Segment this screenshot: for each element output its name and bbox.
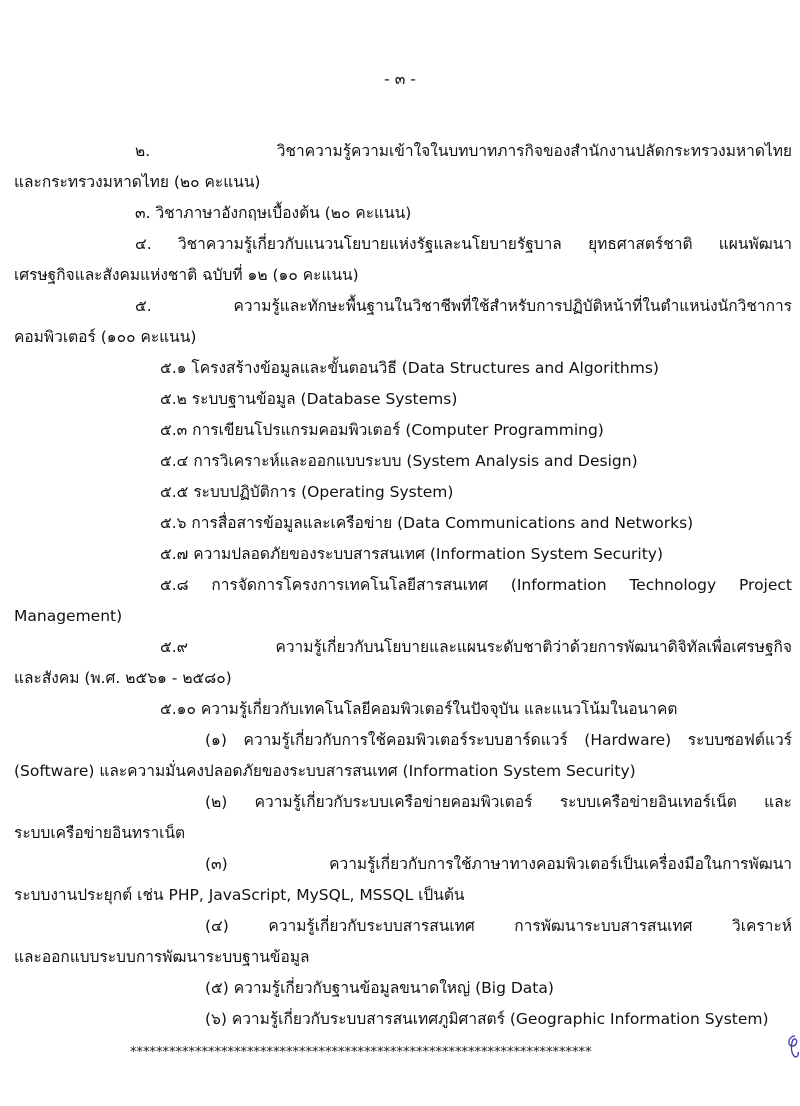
sub-item-1-line-1: (๑) ความรู้เกี่ยวกับการใช้คอมพิวเตอร์ระบบฮาร์ดแวร์ (Hardware) ระบบซอฟต์แวร์: [205, 731, 792, 749]
item-5-9-line-1: ๕.๙ ความรู้เกี่ยวกับนโยบายและแผนระดับชาติว่าด้วยการพัฒนาดิจิทัลเพื่อเศรษฐกิจ: [160, 638, 792, 656]
item-2-line-1: ๒. วิชาความรู้ความเข้าใจในบทบาทภารกิจของสำนักงานปลัดกระทรวงมหาดไทย: [135, 142, 792, 160]
item-5-2: ๕.๒ ระบบฐานข้อมูล (Database Systems): [160, 390, 458, 408]
item-5-8-line-2: Management): [14, 607, 123, 625]
separator-asterisks: ***********************************************************************: [130, 1045, 592, 1060]
item-5-1: ๕.๑ โครงสร้างข้อมูลและขั้นตอนวิธี (Data Structures and Algorithms): [160, 359, 659, 377]
item-2-line-2: และกระทรวงมหาดไทย (๒๐ คะแนน): [14, 173, 261, 191]
page-number: - ๓ -: [384, 70, 416, 88]
sub-item-4-line-2: และออกแบบระบบการพัฒนาระบบฐานข้อมูล: [14, 948, 310, 966]
sub-item-5: (๕) ความรู้เกี่ยวกับฐานข้อมูลขนาดใหญ่ (Big Data): [205, 979, 554, 997]
item-4-line-1: ๔. วิชาความรู้เกี่ยวกับแนวนโยบายแห่งรัฐและนโยบายรัฐบาล ยุทธศาสตร์ชาติ แผนพัฒนา: [135, 235, 792, 253]
sub-item-1-line-2: (Software) และความมั่นคงปลอดภัยของระบบสารสนเทศ (Information System Security): [14, 762, 636, 780]
item-3: ๓. วิชาภาษาอังกฤษเบื้องต้น (๒๐ คะแนน): [135, 204, 412, 222]
item-5-9-line-2: และสังคม (พ.ศ. ๒๕๖๑ - ๒๕๘๐): [14, 669, 232, 687]
sub-item-3-line-2: ระบบงานประยุกต์ เช่น PHP, JavaScript, MySQL, MSSQL เป็นต้น: [14, 886, 465, 904]
item-5-7: ๕.๗ ความปลอดภัยของระบบสารสนเทศ (Information System Security): [160, 545, 663, 563]
item-5-10: ๕.๑๐ ความรู้เกี่ยวกับเทคโนโลยีคอมพิวเตอร์ในปัจจุบัน และแนวโน้มในอนาคต: [160, 700, 678, 718]
sub-item-2-line-2: ระบบเครือข่ายอินทราเน็ต: [14, 824, 186, 842]
sub-item-4-line-1: (๔) ความรู้เกี่ยวกับระบบสารสนเทศ การพัฒนาระบบสารสนเทศ วิเคราะห์: [205, 917, 792, 935]
item-5-4: ๕.๔ การวิเคราะห์และออกแบบระบบ (System Analysis and Design): [160, 452, 638, 470]
item-5-8-line-1: ๕.๘ การจัดการโครงการเทคโนโลยีสารสนเทศ (Information Technology Project: [160, 576, 792, 594]
sub-item-6: (๖) ความรู้เกี่ยวกับระบบสารสนเทศภูมิศาสตร์ (Geographic Information System): [205, 1010, 769, 1028]
sub-item-3-line-1: (๓) ความรู้เกี่ยวกับการใช้ภาษาทางคอมพิวเตอร์เป็นเครื่องมือในการพัฒนา: [205, 855, 792, 873]
sub-item-2-line-1: (๒) ความรู้เกี่ยวกับระบบเครือข่ายคอมพิวเตอร์ ระบบเครือข่ายอินเทอร์เน็ต และ: [205, 793, 792, 811]
item-5-3: ๕.๓ การเขียนโปรแกรมคอมพิวเตอร์ (Computer Programming): [160, 421, 604, 439]
item-5-line-1: ๕. ความรู้และทักษะพื้นฐานในวิชาชีพที่ใช้สำหรับการปฏิบัติหน้าที่ในตำแหน่งนักวิชาการ: [135, 297, 792, 315]
item-4-line-2: เศรษฐกิจและสังคมแห่งชาติ ฉบับที่ ๑๒ (๑๐ คะแนน): [14, 266, 359, 284]
item-5-6: ๕.๖ การสื่อสารข้อมูลและเครือข่าย (Data Communications and Networks): [160, 514, 694, 532]
item-5-5: ๕.๕ ระบบปฏิบัติการ (Operating System): [160, 483, 454, 501]
handwritten-initial-mark: [786, 1032, 800, 1060]
item-5-line-2: คอมพิวเตอร์ (๑๐๐ คะแนน): [14, 328, 197, 346]
